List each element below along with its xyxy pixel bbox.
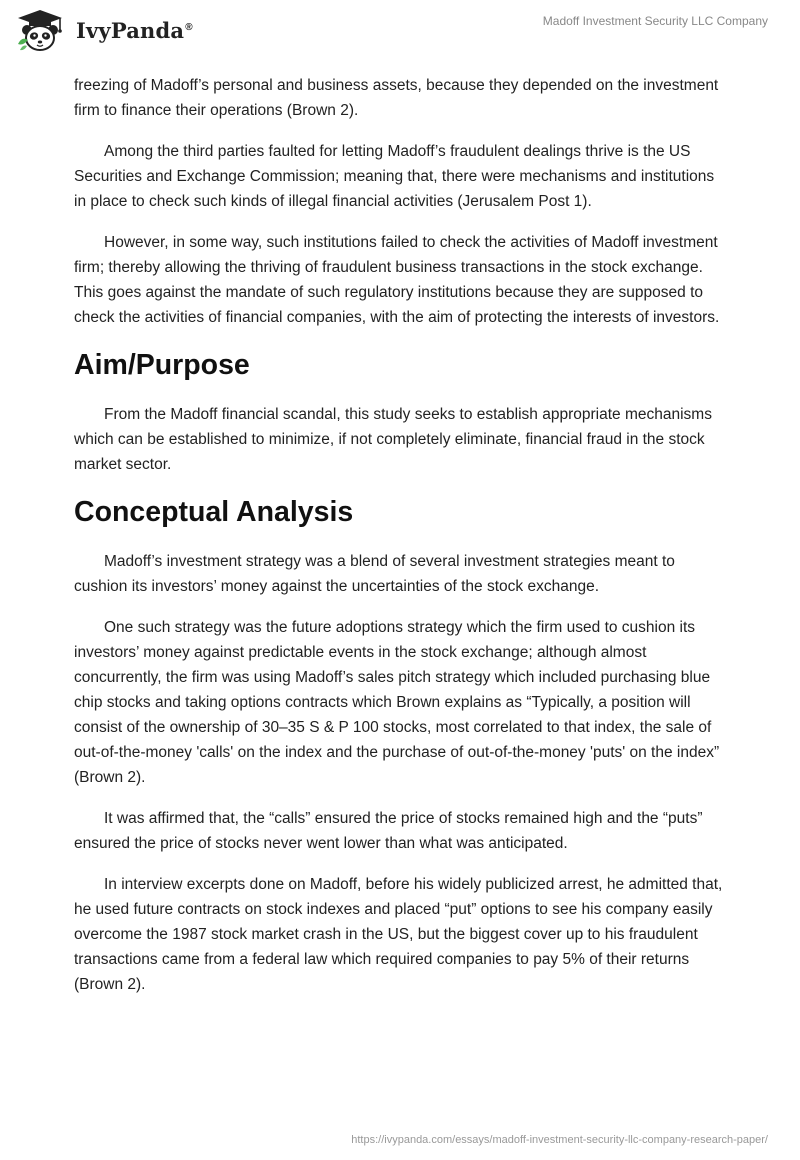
paragraph: From the Madoff financial scandal, this study seeks to establish appropriate mechanisms which can be established to minimize, if not completely eliminate, financial fraud in the stock market sector. <box>74 406 712 473</box>
paragraph: However, in some way, such institutions failed to check the activities of Madoff investment firm; thereby allowing the thriving of fraudulent business transactions in the stock exchange. This goes against the mandate of such regulatory institutions because they are supposed to check the activities of financial companies, with the aim of protecting the interests of investors. <box>74 234 720 326</box>
logo-text: IvyPanda <box>76 17 185 43</box>
paragraph: In interview excerpts done on Madoff, before his widely publicized arrest, he admitted that, he used future contracts on stock indexes and placed “put” options to see his company easily overcome the 1987 stock market crash in the US, but the biggest cover up to his fraudulent transactions came from a federal law which required companies to pay 5% of their returns (Brown 2). <box>74 876 723 993</box>
ivypanda-logo[interactable] <box>14 8 193 52</box>
section-heading-conceptual-analysis: Conceptual Analysis <box>74 496 354 528</box>
paragraph: Among the third parties faulted for letting Madoff’s fraudulent dealings thrive is the US Securities and Exchange Commission; meaning that, there were mechanisms and institutions in place to check such kinds of illegal financial activities (Jerusalem Post 1). <box>74 143 715 210</box>
paragraph-continued: freezing of Madoff’s personal and business assets, because they depended on the investment firm to finance their operations (Brown 2). <box>74 77 719 119</box>
paragraph: It was affirmed that, the “calls” ensured the price of stocks remained high and the “puts” ensured the price of stocks never went lower than what was anticipated. <box>74 810 703 852</box>
logo-wordmark <box>76 18 193 43</box>
source-url-link[interactable]: https://ivypanda.com/essays/madoff-investment-security-llc-company-research-paper/ <box>351 1134 768 1146</box>
paragraph: Madoff’s investment strategy was a blend of several investment strategies meant to cushion its investors’ money against the uncertainties of the stock exchange. <box>74 553 675 595</box>
registered-mark: ® <box>185 21 193 33</box>
essay-body <box>74 73 726 1013</box>
panda-graduate-icon <box>14 8 66 52</box>
page-header <box>0 0 800 64</box>
paragraph: One such strategy was the future adoptions strategy which the firm used to cushion its investors’ money against predictable events in the stock exchange; although almost concurrently, the firm was using Madoff’s sales pitch strategy which included purchasing blue chip stocks and taking options contracts which Brown explains as “Typically, a position will consist of the ownership of 30–35 S & P 100 stocks, most correlated to that index, the sale of out-of-the-money 'calls' on the index and the purchase of out-of-the-money 'puts' on the index” (Brown 2). <box>74 619 720 786</box>
document-title: Madoff Investment Security LLC Company <box>542 14 768 28</box>
section-heading-aim: Aim/Purpose <box>74 349 250 381</box>
